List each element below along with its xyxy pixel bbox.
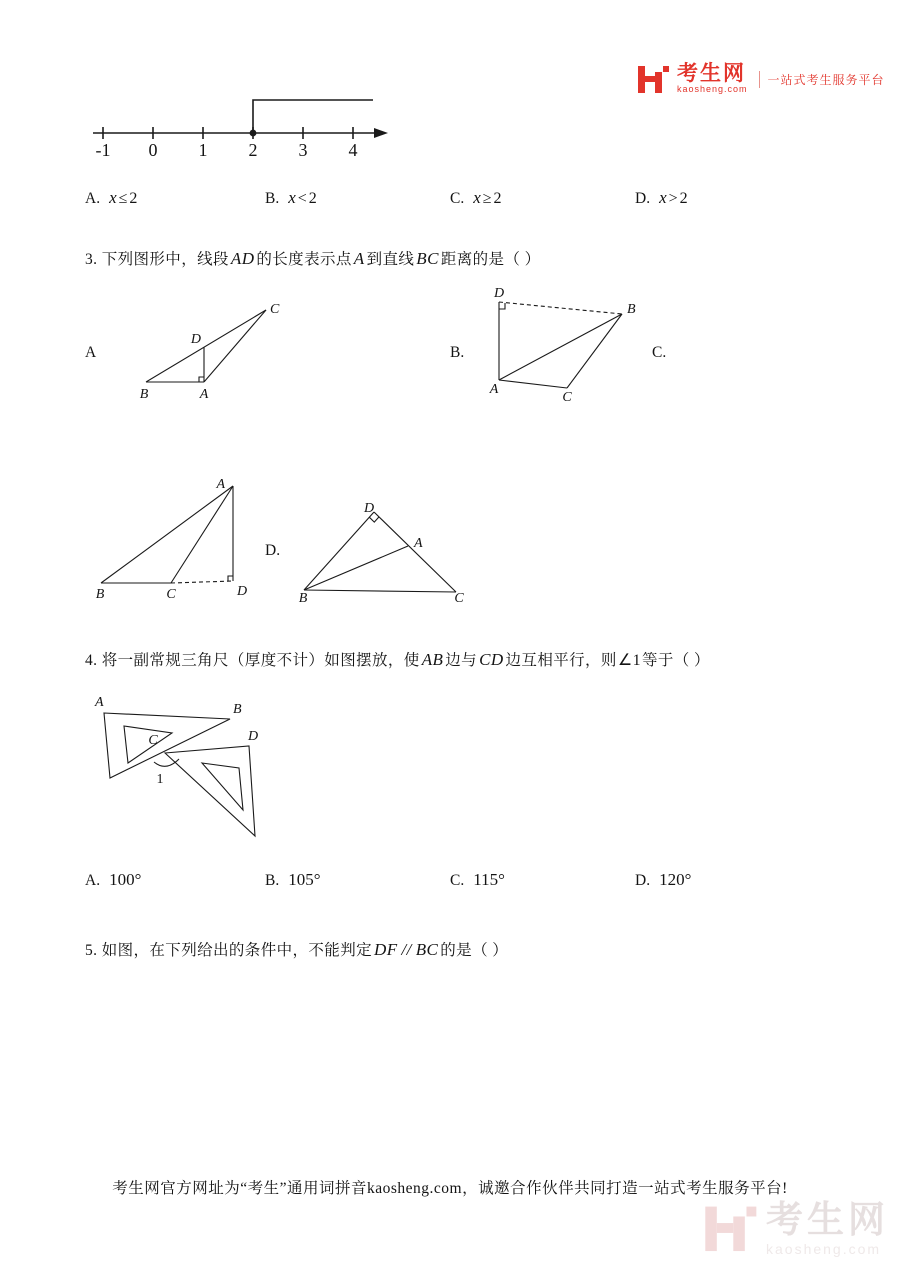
option-value: 120°: [659, 870, 692, 889]
q3-diagram-b: [487, 288, 642, 403]
option-value: 105°: [288, 870, 321, 889]
q3-diagram-d: [298, 502, 468, 602]
point-label-b: B: [627, 302, 636, 317]
option-number: 2: [493, 190, 502, 207]
watermark-brand: 考生网: [766, 1199, 889, 1240]
point-label-d: D: [493, 288, 505, 301]
q4-option-b: [265, 870, 321, 890]
site-logo: [636, 62, 885, 96]
q2-option-c: [450, 188, 502, 208]
point-label-d: D: [247, 729, 259, 744]
q3-text-part: 的长度表示点: [256, 251, 352, 268]
option-number: 2: [129, 190, 138, 207]
triangle-ruler-1: [104, 713, 230, 778]
option-label: B.: [265, 872, 280, 889]
q4-math-AB: AB: [421, 650, 444, 669]
option-relation: <: [297, 190, 307, 207]
q3-text: [85, 247, 541, 269]
point-label-b: B: [298, 591, 308, 602]
logo-domain: kaosheng.com: [677, 84, 748, 95]
option-label: C.: [450, 190, 465, 207]
right-angle-mark: [369, 517, 379, 522]
q3-text-part: 距离的是（ ）: [440, 251, 541, 268]
arrowhead-icon: [374, 128, 388, 138]
q2-option-a: [85, 188, 137, 208]
q3-text-part: 到直线: [366, 251, 415, 268]
logo-tagline: 一站式考生服务平台: [759, 71, 885, 88]
option-variable: x: [109, 188, 117, 207]
option-relation: ≥: [482, 190, 492, 207]
q5-text-part: 5. 如图，在下列给出的条件中，不能判定: [85, 942, 373, 959]
option-label: D.: [635, 872, 651, 889]
watermark-text: [766, 1200, 889, 1257]
q3-text-part: 3. 下列图形中，线段: [85, 251, 229, 268]
q3-option-a-label: A: [85, 344, 97, 361]
tick-label: 3: [298, 140, 308, 160]
point-label-a: A: [489, 382, 499, 397]
right-angle-mark: [228, 576, 233, 581]
option-label: B.: [265, 190, 280, 207]
kaosheng-logo-icon: [636, 62, 670, 96]
angle-1-label: 1: [156, 772, 164, 787]
q5-text-part: 的是（ ）: [440, 942, 509, 959]
q4-math-CD: CD: [479, 650, 504, 669]
option-value: 100°: [109, 870, 142, 889]
point-label-c: C: [562, 390, 572, 403]
tick-label: -1: [95, 140, 111, 160]
point-label-d: D: [236, 584, 248, 599]
q5-parallel-symbol: //: [401, 940, 412, 959]
q3-option-b-label: B.: [450, 344, 465, 361]
point-label-a: A: [95, 695, 104, 710]
ray-from-2: [253, 100, 373, 133]
q3-math-BC: BC: [416, 249, 439, 268]
closed-endpoint-dot: [250, 130, 257, 137]
option-relation: ≤: [118, 190, 128, 207]
right-angle-mark: [499, 303, 505, 309]
q5-text: [85, 938, 508, 960]
point-label-b: B: [139, 387, 149, 402]
right-angle-mark: [199, 377, 204, 382]
tick-label: 2: [248, 140, 258, 160]
option-number: 2: [679, 190, 688, 207]
point-label-c: C: [166, 587, 176, 602]
q3-option-c-label: C.: [652, 344, 667, 361]
q5-math-BC: BC: [415, 940, 439, 959]
option-variable: x: [473, 188, 481, 207]
triangle-ruler-2-cutout: [202, 763, 243, 810]
q3-diagram-c: [95, 478, 260, 603]
tick-label: 1: [198, 140, 208, 160]
q4-text-part: 4. 将一副常规三角尺（厚度不计）如图摆放，使: [85, 652, 420, 669]
logo-brand: 考生网: [677, 62, 746, 86]
option-label: D.: [635, 190, 651, 207]
point-label-a: A: [216, 478, 225, 492]
option-label: C.: [450, 872, 465, 889]
option-variable: x: [288, 188, 296, 207]
numberline-diagram: [88, 88, 398, 163]
watermark: [702, 1200, 889, 1257]
option-value: 115°: [473, 870, 505, 889]
q2-option-b: [265, 188, 317, 208]
point-label-d: D: [363, 502, 375, 516]
point-label-a: A: [199, 387, 209, 402]
angle-arc: [154, 759, 179, 766]
option-label: A.: [85, 190, 101, 207]
point-label-c: C: [148, 733, 158, 748]
watermark-logo-icon: [702, 1200, 758, 1256]
option-relation: >: [668, 190, 678, 207]
q3-option-d-label: D.: [265, 542, 281, 559]
watermark-domain: kaosheng.com: [766, 1240, 882, 1257]
point-label-c: C: [270, 302, 280, 317]
q4-option-d: [635, 870, 691, 890]
point-label-a: A: [414, 536, 423, 551]
footer-slogan: 考生网官方网址为“考生”通用词拼音kaosheng.com，诚邀合作伙伴共同打造一站式考生服务平台!: [112, 1180, 788, 1197]
point-label-b: B: [95, 587, 105, 602]
q4-diagram-set-squares: [92, 693, 277, 848]
point-label-d: D: [190, 332, 201, 347]
tick-label: 0: [148, 140, 158, 160]
q4-text-part: 边与: [445, 652, 478, 669]
q3-math-AD: AD: [230, 249, 255, 268]
option-label: A.: [85, 872, 101, 889]
q3-math-A: A: [353, 249, 365, 268]
q2-option-d: [635, 188, 688, 208]
tick-label: 4: [348, 140, 358, 160]
point-label-c: C: [454, 591, 464, 602]
q5-math-DF: DF: [374, 940, 398, 959]
q4-angle-1: ∠1: [617, 652, 641, 669]
point-label-b: B: [233, 702, 242, 717]
q4-text-part: 等于（ ）: [641, 652, 710, 669]
option-variable: x: [659, 188, 667, 207]
option-number: 2: [308, 190, 317, 207]
logo-text: [677, 63, 748, 94]
q3-diagram-a: [138, 300, 288, 405]
q4-text: [85, 648, 710, 670]
q4-option-a: [85, 870, 141, 890]
q4-text-part: 边互相平行，则: [505, 652, 617, 669]
q4-option-c: [450, 870, 505, 890]
